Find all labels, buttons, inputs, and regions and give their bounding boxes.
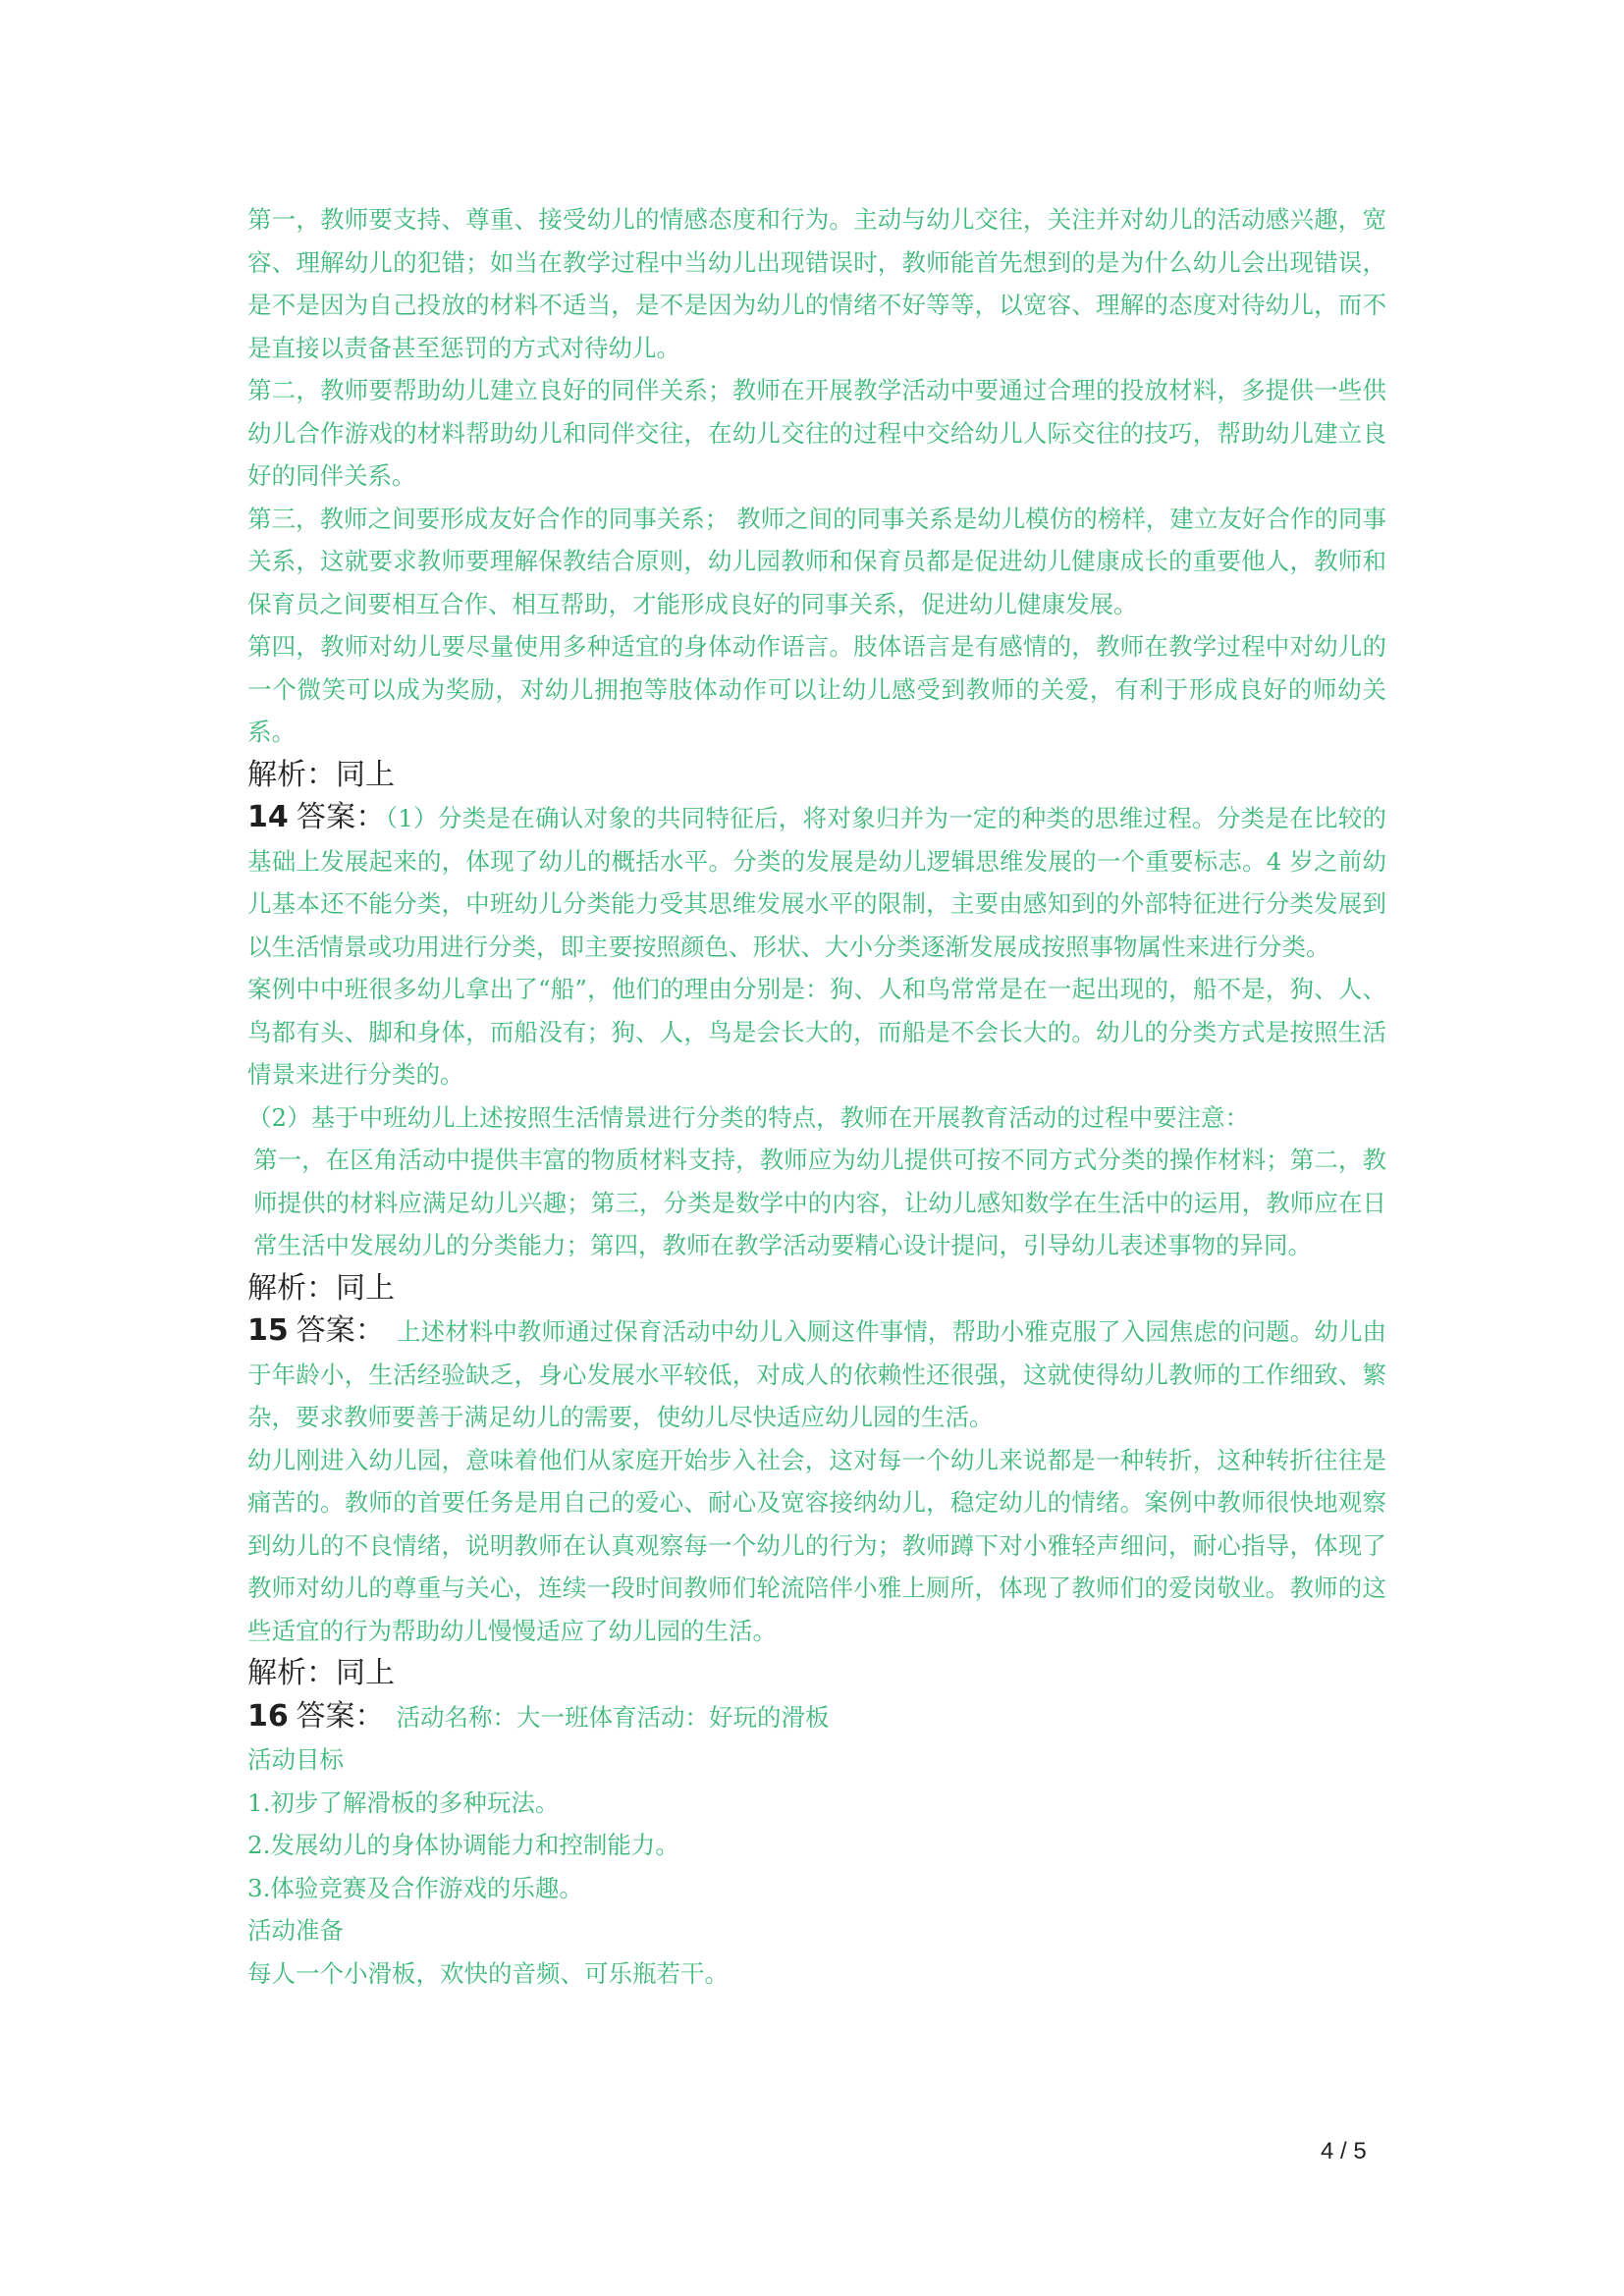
document-body [247, 198, 1386, 1995]
paragraph-first: 第一，教师要支持、尊重、接受幼儿的情感态度和行为。主动与幼儿交往，关注并对幼儿的活动感兴趣，宽容、理解幼儿的犯错；如当在教学过程中当幼儿出现错误时，教师能首先想到的是为什么幼儿会出现错误，是不是因为自己投放的材料不适当，是不是因为幼儿的情绪不好等等，以宽容、理解的态度对待幼儿，而不是直接以责备甚至惩罚的方式对待幼儿。 [247, 205, 1386, 362]
q15-text-1: 上述材料中教师通过保育活动中幼儿入厕这件事情，帮助小雅克服了入园焦虑的问题。幼儿由于年龄小，生活经验缺乏，身心发展水平较低，对成人的依赖性还很强，这就使得幼儿教师的工作细致、繁杂，要求教师要善于满足幼儿的需要，使幼儿尽快适应幼儿园的生活。 [247, 1317, 1387, 1431]
paragraph-third: 第三，教师之间要形成友好合作的同事关系； 教师之间的同事关系是幼儿模仿的榜样，建立友好合作的同事关系，这就要求教师要理解保教结合原则，幼儿园教师和保育员都是促进幼儿健康成长的重要他人，教师和保育员之间要相互合作、相互帮助，才能形成良好的同事关系，促进幼儿健康发展。 [247, 504, 1386, 618]
q16-line: 活动目标 [247, 1745, 344, 1774]
q14-number: 14 [247, 800, 289, 834]
q14-text-3: （2）基于中班幼儿上述按照生活情景进行分类的特点，教师在开展教育活动的过程中要注意： [247, 1102, 1250, 1132]
analysis-label: 解析：同上 [247, 1656, 395, 1690]
page-number: 4 / 5 [1321, 2138, 1367, 2164]
q15-label: 答案： [296, 1313, 385, 1348]
q14-label: 答案： [296, 800, 386, 834]
q14-answer [247, 796, 1386, 968]
q16-line: 1.初步了解滑板的多种玩法。 [247, 1788, 560, 1817]
paragraph-second: 第二，教师要帮助幼儿建立良好的同伴关系；教师在开展教学活动中要通过合理的投放材料，多提供一些供幼儿合作游戏的材料帮助幼儿和同伴交往，在幼儿交往的过程中交给幼儿人际交往的技巧，帮助幼儿建立良好的同伴关系。 [247, 376, 1386, 490]
q16-number: 16 [247, 1698, 289, 1734]
q16-line: 每人一个小滑板，欢快的音频、可乐瓶若干。 [247, 1958, 729, 1988]
q15-number: 15 [247, 1313, 289, 1348]
q14-text-2: 案例中中班很多幼儿拿出了“船”，他们的理由分别是：狗、人和鸟常常是在一起出现的，船不是，狗、人、鸟都有头、脚和身体，而船没有；狗、人，鸟是会长大的，而船是不会长大的。幼儿的分类方式是按照生活情景来进行分类的。 [247, 975, 1386, 1089]
q14-text-4: 第一，在区角活动中提供丰富的物质材料支持，教师应为幼儿提供可按不同方式分类的操作材料；第二，教师提供的材料应满足幼儿兴趣；第三，分类是数学中的内容，让幼儿感知数学在生活中的运用，教师应在日常生活中发展幼儿的分类能力；第四，教师在教学活动要精心设计提问，引导幼儿表述事物的异同。 [253, 1146, 1386, 1259]
q15-text-2: 幼儿刚进入幼儿园，意味着他们从家庭开始步入社会，这对每一个幼儿来说都是一种转折，这种转折往往是痛苦的。教师的首要任务是用自己的爱心、耐心及宽容接纳幼儿，稳定幼儿的情绪。案例中教师很快地观察到幼儿的不良情绪，说明教师在认真观察每一个幼儿的行为；教师蹲下对小雅轻声细问，耐心指导，体现了教师对幼儿的尊重与关心，连续一段时间教师们轮流陪伴小雅上厕所，体现了教师们的爱岗敬业。教师的这些适宜的行为帮助幼儿慢慢适应了幼儿园的生活。 [247, 1445, 1386, 1645]
q15-answer [247, 1309, 1386, 1439]
q16-text-1: 活动名称：大一班体育活动：好玩的滑板 [396, 1702, 830, 1732]
q16-line: 2.发展幼儿的身体协调能力和控制能力。 [247, 1831, 679, 1859]
paragraph-fourth: 第四，教师对幼儿要尽量使用多种适宜的身体动作语言。肢体语言是有感情的，教师在教学过程中对幼儿的一个微笑可以成为奖励，对幼儿拥抱等肢体动作可以让幼儿感受到教师的关爱，有利于形成良好的师幼关系。 [247, 632, 1386, 746]
analysis-label: 解析：同上 [247, 1270, 395, 1306]
q16-line: 活动准备 [247, 1916, 344, 1945]
q14-text-1: （1）分类是在确认对象的共同特征后，将对象归并为一定的种类的思维过程。分类是在比较的基础上发展起来的，体现了幼儿的概括水平。分类的发展是幼儿逻辑思维发展的一个重要标志。4 岁之前幼儿基本还不能分类，中班幼儿分类能力受其思维发展水平的限制，主要由感知到的外部特征进行分类发展到以生活情景或功用进行分类，即主要按照颜色、形状、大小分类逐渐发展成按照事物属性来进行分类。 [247, 804, 1386, 961]
analysis-label: 解析：同上 [247, 757, 395, 792]
q16-answer [247, 1695, 1386, 1739]
q16-line: 3.体验竞赛及合作游戏的乐趣。 [247, 1873, 583, 1902]
q16-label: 答案： [296, 1698, 385, 1734]
